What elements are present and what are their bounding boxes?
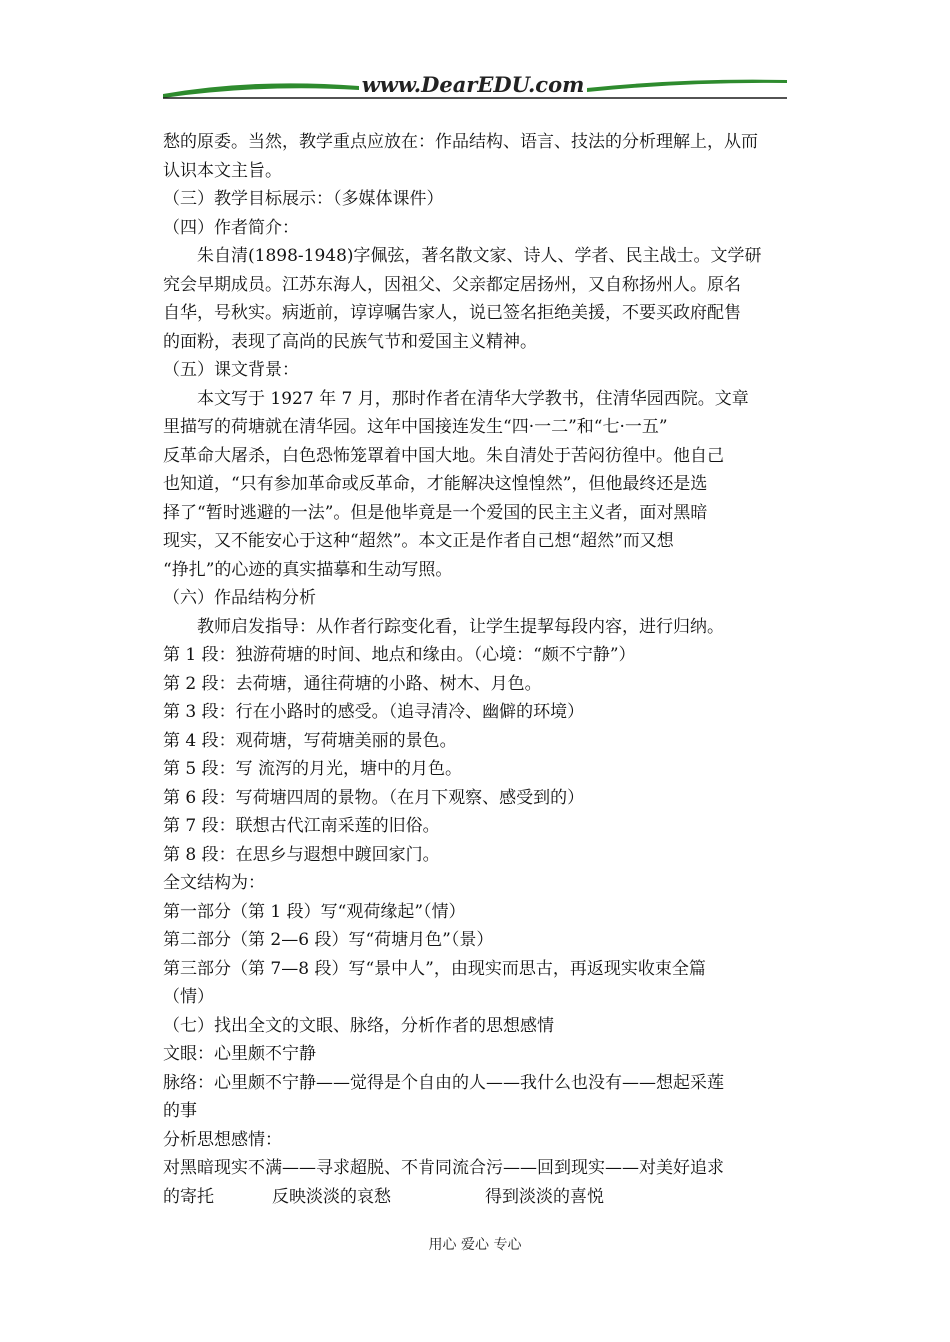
text-line: 第 4 段：观荷塘，写荷塘美丽的景色。 <box>163 730 457 751</box>
text-line: （三）教学目标展示：（多媒体课件） <box>163 189 444 209</box>
text-line: 教师启发指导：从作者行踪变化看，让学生提挈每段内容，进行归纳。 <box>197 616 724 637</box>
site-header-logo <box>163 68 787 104</box>
text-segment: 反映淡淡的哀愁 <box>272 1186 391 1207</box>
text-line: 对黑暗现实不满——寻求超脱、不肯同流合污——回到现实——对美好追求 <box>163 1158 724 1178</box>
text-segment: 得到淡淡的喜悦 <box>485 1186 604 1207</box>
swoosh-logo-graphic <box>163 68 787 104</box>
text-line: （四）作者简介： <box>163 217 299 238</box>
text-line: 自华，号秋实。病逝前，谆谆嘱告家人，说已签名拒绝美援，不要买政府配售 <box>163 303 741 323</box>
text-line: （七）找出全文的文眼、脉络，分析作者的思想感情 <box>163 1015 554 1036</box>
text-line: 反革命大屠杀，白色恐怖笼罩着中国大地。朱自清处于苦闷彷徨中。他自己 <box>163 445 724 466</box>
text-line: 现实，又不能安心于这种“超然”。本文正是作者自己想“超然”而又想 <box>163 531 674 551</box>
text-line: 究会早期成员。江苏东海人，因祖父、父亲都定居扬州，又自称扬州人。原名 <box>163 274 741 295</box>
text-line: 第 6 段：写荷塘四周的景物。（在月下观察、感受到的） <box>163 787 585 808</box>
logo-text: www.DearEDU.com <box>361 72 585 97</box>
text-line: 的面粉，表现了高尚的民族气节和爱国主义精神。 <box>163 331 537 352</box>
text-line: （六）作品结构分析 <box>163 588 316 608</box>
text-line: 里描写的荷塘就在清华园。这年中国接连发生“四·一二”和“七·一五” <box>163 417 668 437</box>
text-line: 择了“暂时逃避的一法”。但是他毕竟是一个爱国的民主主义者，面对黑暗 <box>163 502 708 523</box>
text-line: 第 1 段：独游荷塘的时间、地点和缘由。（心境：“颇不宁静”） <box>163 645 636 665</box>
text-line: 本文写于 1927 年 7 月，那时作者在清华大学教书，住清华园西院。文章 <box>197 388 749 409</box>
text-line: 第 5 段：写 流泻的月光，塘中的月色。 <box>163 759 463 779</box>
text-line: 第二部分（第 2—6 段）写“荷塘月色”（景） <box>163 930 494 950</box>
text-line: 脉络：心里颇不宁静——觉得是个自由的人——我什么也没有——想起采莲 <box>163 1072 724 1093</box>
text-line: 第三部分（第 7—8 段）写“景中人”，由现实而思古，再返现实收束全篇 <box>163 958 706 979</box>
text-line: 全文结构为： <box>163 873 265 893</box>
text-line: （情） <box>163 987 214 1007</box>
text-line: 愁的原委。当然，教学重点应放在：作品结构、语言、技法的分析理解上，从而 <box>163 132 758 152</box>
text-line: “挣扎”的心迹的真实描摹和生动写照。 <box>163 559 453 580</box>
text-segment: 的寄托 <box>163 1186 214 1207</box>
document-body <box>163 128 791 1211</box>
text-line-last <box>163 1183 791 1212</box>
text-line: 分析思想感情： <box>163 1129 282 1150</box>
text-line: 也知道，“只有参加革命或反革命，才能解决这惶惶然”，但他最终还是选 <box>163 474 708 494</box>
text-line: 第 7 段：联想古代江南采莲的旧俗。 <box>163 816 440 836</box>
text-line: 第一部分（第 1 段）写“观荷缘起”（情） <box>163 901 466 922</box>
page-footer: 用心 爱心 专心 <box>428 1237 522 1253</box>
text-line: 第 2 段：去荷塘，通往荷塘的小路、树木、月色。 <box>163 673 542 694</box>
text-line: 文眼：心里颇不宁静 <box>163 1044 316 1064</box>
text-line: （五）课文背景： <box>163 360 299 380</box>
text-line: 的事 <box>163 1101 197 1121</box>
text-line: 认识本文主旨。 <box>163 160 282 181</box>
text-line: 第 8 段：在思乡与遐想中踱回家门。 <box>163 844 440 865</box>
text-line: 第 3 段：行在小路时的感受。（追寻清冷、幽僻的环境） <box>163 702 585 722</box>
text-line: 朱自清(1898-1948)字佩弦，著名散文家、诗人、学者、民主战士。文学研 <box>197 246 762 266</box>
